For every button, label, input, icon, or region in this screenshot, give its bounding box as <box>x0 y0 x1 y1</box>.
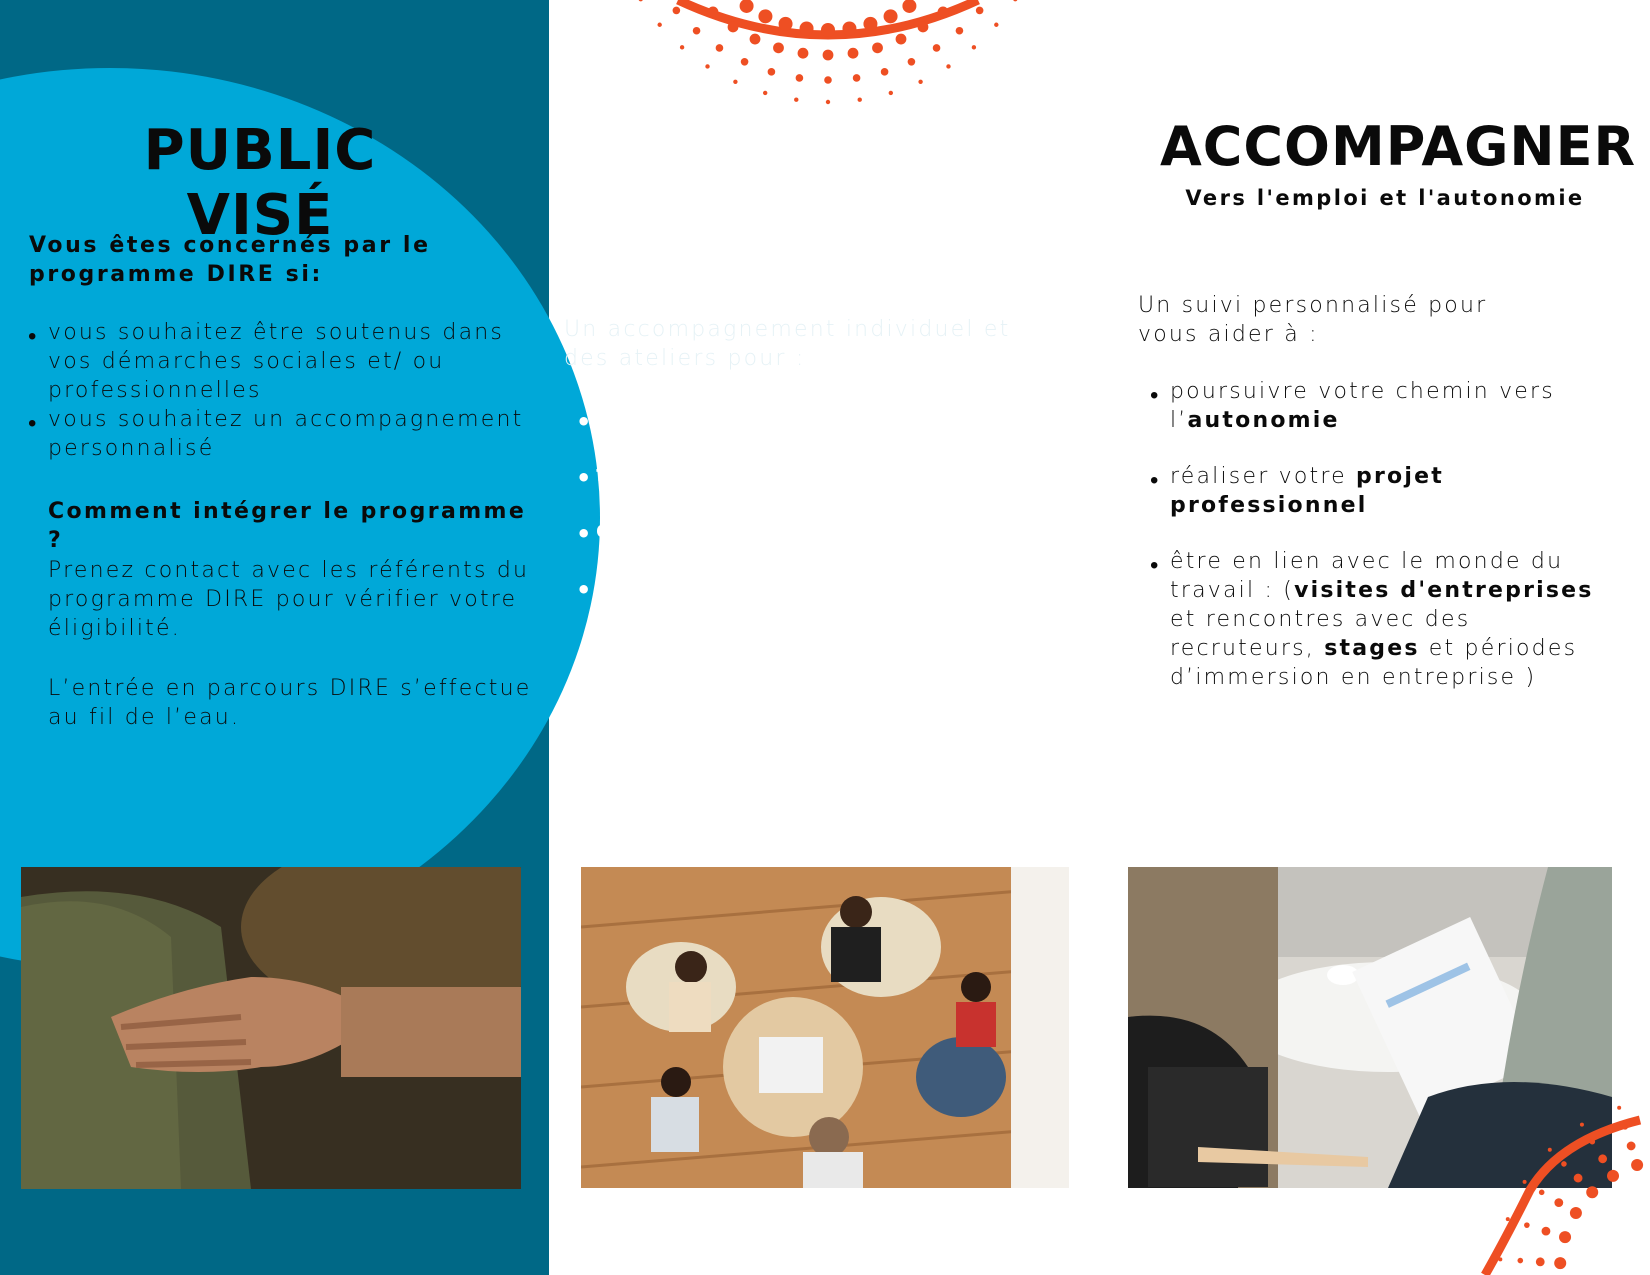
list-item <box>28 318 538 405</box>
decor-dot <box>826 100 830 104</box>
decor-dot <box>858 98 862 102</box>
decor-dot <box>1607 1170 1619 1182</box>
decor-dot <box>1554 1257 1566 1269</box>
left-bullet-list <box>28 318 538 463</box>
decor-dot <box>1539 1189 1545 1195</box>
middle-bullet-list <box>576 404 1096 601</box>
decor-dot <box>908 58 916 66</box>
right-bullet-bold: autonomie <box>1187 408 1340 433</box>
left-paragraph-1: Prenez contact avec les référents du programme DIRE pour vérifier votre éligibilité. <box>48 558 530 641</box>
left-question: Comment intégrer le programme ? <box>48 499 527 553</box>
decor-dot <box>716 44 724 52</box>
decor-dot <box>1574 1174 1583 1183</box>
decor-dot <box>956 27 964 35</box>
decor-dot <box>705 64 709 68</box>
decor-dot <box>639 0 643 1</box>
decor-dot <box>740 0 754 13</box>
decor-dot <box>918 80 922 84</box>
decor-dot <box>823 50 834 61</box>
right-bullet-text: poursuivre votre chemin vers l’ <box>1170 379 1555 433</box>
decor-dot <box>680 45 684 49</box>
decor-dot <box>918 22 929 33</box>
decor-dot <box>741 58 749 66</box>
left-bullet-text: vous souhaitez être soutenus dans vos démarches sociales et/ ou professionnelles <box>48 320 505 403</box>
decor-dot <box>1570 1207 1582 1219</box>
decor-dot <box>972 45 976 49</box>
decor-dot <box>768 68 776 76</box>
decor-dot <box>881 68 889 76</box>
decor-dot <box>657 23 661 27</box>
right-subtitle: Vers l'emploi et l'autonomie <box>1185 186 1585 210</box>
left-bullet-text: vous souhaitez un accompagnement personnalisé <box>48 407 524 461</box>
decor-dot <box>779 17 793 31</box>
decor-dot <box>1517 1258 1523 1264</box>
decor-dot <box>1586 1186 1598 1198</box>
decor-dot <box>938 6 949 17</box>
middle-bullet-text: favoriser votre autonomie <box>596 462 986 487</box>
right-bullet-text: et rencontres avec des recruteurs, <box>1170 607 1471 661</box>
decor-dot <box>796 74 804 82</box>
decor-dot <box>800 21 814 35</box>
decor-dot <box>733 80 737 84</box>
middle-bullet-text: construire un projet professionnel <box>596 574 1083 599</box>
orange-dots-arc-bottom <box>1410 1040 1650 1275</box>
decor-dot <box>1631 1159 1643 1171</box>
orange-dots-arc-top <box>548 0 1097 115</box>
decor-dot <box>994 23 998 27</box>
hand-on-shoulder-photo <box>21 867 521 1189</box>
decor-dot <box>1589 1139 1595 1145</box>
middle-title: REMOBILISER <box>611 115 1034 178</box>
decor-dot <box>1627 1142 1636 1151</box>
decor-dot <box>902 0 916 13</box>
right-bullet-text: et périodes d’immersion en entreprise ) <box>1170 636 1578 690</box>
list-item <box>1150 377 1600 435</box>
decor-dot <box>1554 1198 1563 1207</box>
decor-dot <box>863 17 877 31</box>
middle-intro: Un accompagnement individuel et des ateliers pour : <box>564 317 1011 371</box>
decor-dot <box>896 34 907 45</box>
decor-dot <box>763 91 767 95</box>
list-item <box>576 516 1096 545</box>
right-bullet-bold: stages <box>1324 636 1420 661</box>
decor-dot <box>872 42 883 53</box>
decor-dot <box>889 91 893 95</box>
right-bullet-text: réaliser votre <box>1170 464 1357 489</box>
decor-dot <box>1617 1106 1621 1110</box>
list-item <box>576 460 1096 489</box>
decor-dot <box>1523 1180 1527 1184</box>
decor-dot <box>853 74 861 82</box>
left-title: PUBLIC VISÉ <box>143 118 377 248</box>
right-bullet-text: être en lien avec le monde du travail : ( <box>1170 549 1564 603</box>
left-intro: Vous êtes concernés par le programme DIRE si: <box>29 233 431 287</box>
right-title: ACCOMPAGNER <box>1160 115 1637 178</box>
decor-dot <box>1622 1124 1628 1130</box>
decor-dot <box>842 21 856 35</box>
decor-dot <box>821 23 835 37</box>
decor-dot <box>673 7 681 15</box>
list-item <box>28 405 538 463</box>
decor-dot <box>824 76 832 84</box>
middle-bullet-text: développer vos compétences <box>596 518 1026 543</box>
right-bullet-bold: projet professionnel <box>1170 464 1444 518</box>
right-bullet-list <box>1150 377 1600 692</box>
decor-dot <box>798 48 809 59</box>
decor-dot <box>773 42 784 53</box>
decor-dot <box>1580 1123 1584 1127</box>
list-item <box>1150 547 1600 692</box>
decor-dot <box>1561 1161 1567 1167</box>
decor-dot <box>848 48 859 59</box>
decor-dot <box>750 34 761 45</box>
list-item <box>1150 462 1600 520</box>
decor-dot <box>1506 1217 1510 1221</box>
decor-dot <box>728 22 739 33</box>
decor-dot <box>693 27 701 35</box>
decor-dot <box>1598 1154 1607 1163</box>
middle-bullet-text: retrouver confiance <box>596 406 891 431</box>
decor-dot <box>1524 1222 1530 1228</box>
decor-dot <box>933 44 941 52</box>
decor-dot <box>1013 0 1017 1</box>
decor-dot <box>946 64 950 68</box>
left-paragraph-2: L’entrée en parcours DIRE s’effectue au fil de l’eau. <box>48 676 532 730</box>
list-item <box>576 572 1096 601</box>
decor-dot <box>884 9 898 23</box>
right-bullet-bold: visites d'entreprises <box>1294 578 1594 603</box>
decor-dot <box>1498 1257 1502 1261</box>
right-intro: Un suivi personnalisé pour vous aider à : <box>1138 293 1488 347</box>
decor-dot <box>708 6 719 17</box>
decor-dot <box>1559 1231 1571 1243</box>
middle-subtitle: Une étape clé pour reprendre confiance <box>619 186 1037 238</box>
decor-dot <box>758 9 772 23</box>
group-workshop-photo <box>581 867 1069 1188</box>
decor-dot <box>1548 1148 1552 1152</box>
decor-dot <box>976 7 984 15</box>
list-item <box>576 404 1096 433</box>
decor-dot <box>794 98 798 102</box>
decor-dot <box>1536 1257 1545 1266</box>
decor-dot <box>1542 1227 1551 1236</box>
